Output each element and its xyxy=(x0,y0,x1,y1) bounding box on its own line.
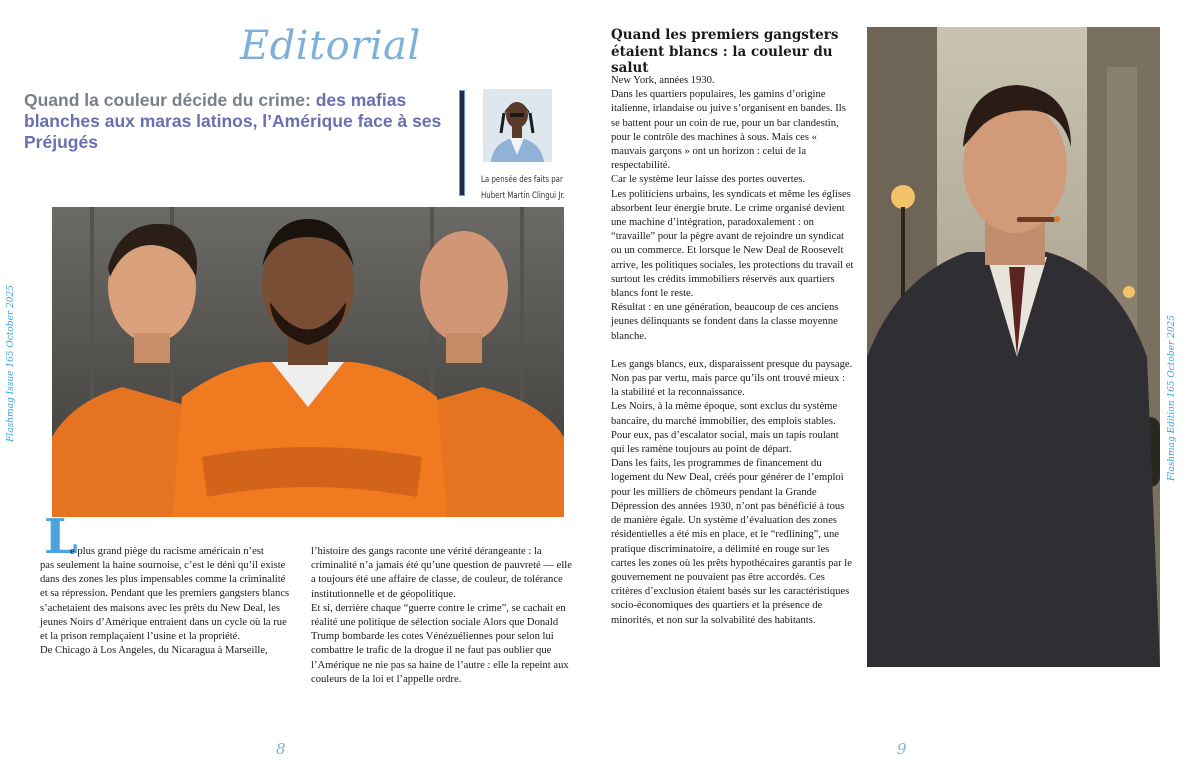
article-column-1 xyxy=(40,559,290,658)
side-folio-left-text: Flashmag Issue 165 October 2025 xyxy=(6,285,16,442)
col2-paragraph-2: Et si, derrière chaque “guerre contre le crime”, se cachait en réalité une politique de sélection sociale Alors que Donald Trump bombarde les cotes Vénézuéliennes pour selon lui combattre le trafic de la drogue il ne faut pas oublier que l’Amérique ne nie pas sa haine de l’autre : elle la repeint aux couleurs de la loi et l’appelle ordre. xyxy=(311,602,569,685)
right-para-4: Les politiciens urbains, les syndicats et même les églises absorbent leur énergie brute. Le crime organisé devient une machine d’intégration, paradoxalement : on “travaille” pour la pègre avant de rejoindre un syndicat ou un commerce. Et lorsque le New Deal de Roosevelt arrive, les politiques sociales, les protections du travail et surtout les crédits immobiliers réservés aux quartiers blancs font le reste. xyxy=(611,188,854,300)
author-accent-bar xyxy=(459,90,465,196)
right-article-column xyxy=(611,74,854,628)
right-para-1: New York, années 1930. xyxy=(611,75,715,86)
hero-image-prisoners xyxy=(52,207,564,517)
gangster-illustration xyxy=(867,27,1160,667)
side-folio-left xyxy=(6,285,30,442)
headline-part-2: des mafias blanches aux maras latinos, l’Amérique face à ses Préjugés xyxy=(24,90,442,152)
right-para-5: Résultat : en une génération, beaucoup de ces anciens jeunes délinquants se fondent dans la classe moyenne blanche. xyxy=(611,302,839,342)
side-folio-right xyxy=(1167,315,1191,481)
col2-paragraph-1: l’histoire des gangs raconte une vérité dérangeante : la criminalité n’a jamais été qu’une question de pauvreté — elle a toujours été une affaire de classe, de couleur, de tolérance institutionnelle et de géopolitique. xyxy=(311,546,572,600)
col1-paragraph: pas seulement la haine sournoise, c’est le déni qu’il existe dans des zones les plus impensables comme la criminalité et sa répression. Pendant que les premiers gangsters blancs s’achetaient des maisons avec les prêts du New Deal, les jeunes Noirs d’Amérique entraient dans un cycle où la rue et la prison remplaçaient l’usine et la propriété. xyxy=(40,560,290,643)
right-para-9: Dans les faits, les programmes de financement du logement du New Deal, créés pour générer de l’emploi pour les milliers de chômeurs pendant la Grande Dépression des années 1930, n’ont pas bénéficié à tous de manière égale. Un système d’évaluation des zones résidentielles a été mis en place, et le “redlining”, une pratique discriminatoire, a délimité en rouge sur les cartes les zones où les prêts hypothécaires garantis par le gouvernement ne pouvaient pas être accordés. Ces critères d’exclusion étaient basés sur les caractéristiques socio-économiques des quartiers et la présence de minorités, et non sur la solvabilité des habitants. xyxy=(611,458,852,626)
article-column-2 xyxy=(311,545,573,687)
right-para-7: Les gangs blancs, eux, disparaissent presque du paysage. Non pas par vertu, mais parce qu’ils ont trouvé mieux : la stabilité et la reconnaissance. xyxy=(611,358,853,399)
col1-last-line: De Chicago à Los Angeles, du Nicaragua à Marseille, xyxy=(40,645,268,657)
author-caption: La pensée des faits par Hubert Martin Clingui Jr. xyxy=(481,175,565,201)
right-para-3: Car le système leur laisse des portes ouvertes. xyxy=(611,174,806,186)
right-article-heading: Quand les premiers gangsters étaient blancs : la couleur du salut xyxy=(611,27,839,76)
right-para-2: Dans les quartiers populaires, les gamins d’origine italienne, irlandaise ou juive s’organisent en bandes. Ils se battent pour un coin de rue, pour un bar clandestin, pour le contrôle des machines à sous. Mais ces « mauvais garçons » ont un horizon : celui de la respectabilité. xyxy=(611,89,846,172)
col1-first-line: e plus grand piège du racisme américain n’est xyxy=(70,546,264,557)
drop-cap: L xyxy=(44,509,78,565)
page-number-right: 9 xyxy=(897,740,907,758)
author-photo xyxy=(483,89,552,162)
section-title: Editorial xyxy=(240,23,421,69)
side-folio-right-text: Flashmag Edition 165 October 2025 xyxy=(1167,315,1177,481)
page-number-left: 8 xyxy=(276,740,286,758)
article-headline xyxy=(24,90,444,153)
right-para-8: Les Noirs, à la même époque, sont exclus du système bancaire, du marché immobilier, des emplois stables. Pour eux, pas d’escalator social, mais un tapis roulant qui les ramène toujours au point de départ. xyxy=(611,401,839,456)
right-para-spacer xyxy=(611,344,854,358)
headline-part-1: Quand la couleur décide du crime: xyxy=(24,90,316,110)
